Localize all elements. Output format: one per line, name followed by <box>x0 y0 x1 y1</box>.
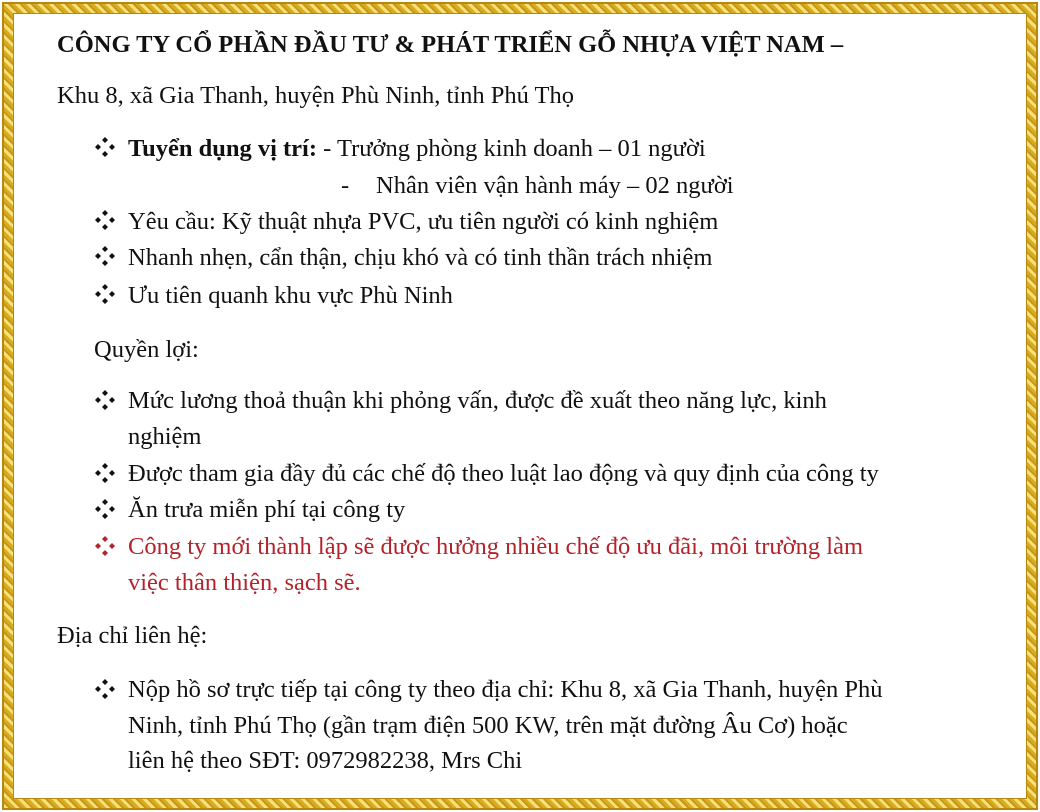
four-diamond-bullet-icon <box>94 462 116 484</box>
four-diamond-bullet-icon <box>94 498 116 520</box>
four-diamond-bullet-icon <box>94 678 116 700</box>
contact-heading: Địa chỉ liên hệ: <box>57 622 208 649</box>
requirement-attitude: Nhanh nhẹn, cẩn thận, chịu khó và có tinh thần trách nhiệm <box>128 244 713 271</box>
benefit-lunch: Ăn trưa miễn phí tại công ty <box>128 496 406 523</box>
requirement-skill: Yêu cầu: Kỹ thuật nhựa PVC, ưu tiên người có kinh nghiệm <box>128 208 719 235</box>
company-address: Khu 8, xã Gia Thanh, huyện Phù Ninh, tỉnh Phú Thọ <box>57 82 574 109</box>
recruit-position-2-dash: - <box>341 172 350 199</box>
recruit-position-1: - Trưởng phòng kinh doanh – 01 người <box>317 135 706 162</box>
four-diamond-bullet-icon <box>94 283 116 305</box>
contact-line-1: Nộp hồ sơ trực tiếp tại công ty theo địa chỉ: Khu 8, xã Gia Thanh, huyện Phù <box>128 676 883 703</box>
benefit-salary-line-2: nghiệm <box>128 423 202 450</box>
company-title: CÔNG TY CỔ PHẦN ĐẦU TƯ & PHÁT TRIỂN GỖ NHỰA VIỆT NAM – <box>57 31 844 58</box>
recruit-position-2: Nhân viên vận hành máy – 02 người <box>376 172 734 199</box>
four-diamond-bullet-icon <box>94 136 116 158</box>
four-diamond-bullet-icon <box>94 209 116 231</box>
benefit-insurance: Được tham gia đầy đủ các chế độ theo luật lao động và quy định của công ty <box>128 460 879 487</box>
benefit-salary-line-1: Mức lương thoả thuận khi phỏng vấn, được đề xuất theo năng lực, kinh <box>128 387 827 414</box>
contact-line-2: Ninh, tỉnh Phú Thọ (gần trạm điện 500 KW, trên mặt đường Âu Cơ) hoặc <box>128 712 848 739</box>
four-diamond-bullet-icon <box>94 535 116 557</box>
four-diamond-bullet-icon <box>94 245 116 267</box>
recruit-label: Tuyển dụng vị trí: <box>128 135 318 162</box>
requirement-location: Ưu tiên quanh khu vực Phù Ninh <box>128 282 453 309</box>
four-diamond-bullet-icon <box>94 389 116 411</box>
recruit-line <box>128 134 706 164</box>
contact-line-3: liên hệ theo SĐT: 0972982238, Mrs Chi <box>128 747 523 774</box>
benefits-heading: Quyền lợi: <box>94 336 199 363</box>
benefit-new-company-line-1: Công ty mới thành lập sẽ được hưởng nhiều chế độ ưu đãi, môi trường làm <box>128 533 864 560</box>
benefit-new-company-line-2: việc thân thiện, sạch sẽ. <box>128 569 361 596</box>
